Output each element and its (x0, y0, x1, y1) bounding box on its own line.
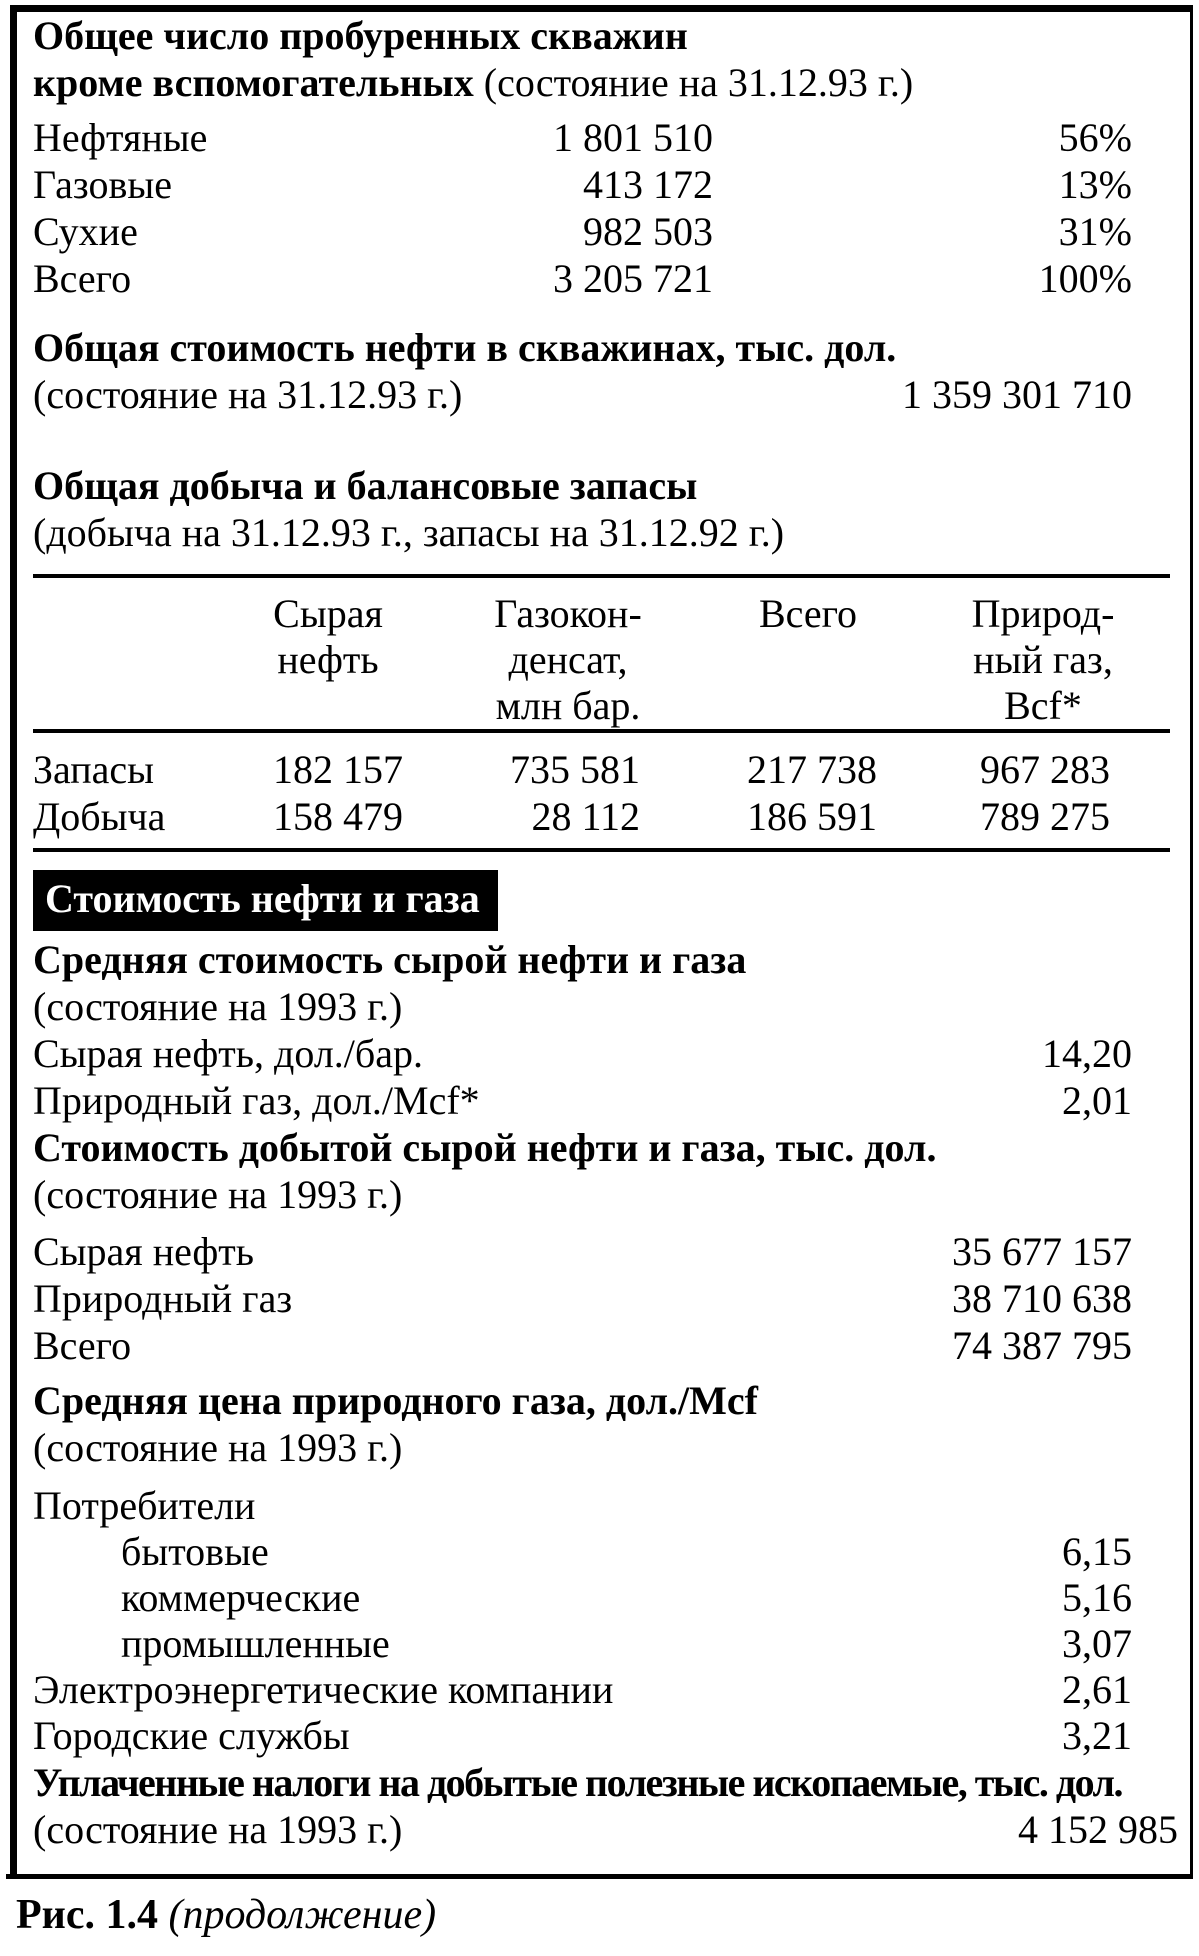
row-value: 3,07 (1062, 1621, 1132, 1666)
inverted-section-banner: Стоимость нефти и газа (33, 870, 498, 931)
table-row (33, 1575, 1132, 1621)
row-share: 31% (1058, 209, 1132, 254)
table-body (33, 746, 1132, 840)
cell-value: 967 283 (980, 747, 1110, 792)
as-of-label: (добыча на 31.12.93 г., запасы на 31.12.92 г.) (33, 510, 785, 555)
row-label: промышленные (121, 1621, 390, 1666)
section-title: Уплаченные налоги на добытые полезные ископаемые, тыс. дол. (33, 1760, 1122, 1805)
cell-value: 28 112 (531, 794, 640, 839)
as-of-label: (состояние на 1993 г.) (33, 1425, 403, 1470)
row-share: 13% (1058, 162, 1132, 207)
row-label: коммерческие (121, 1575, 361, 1620)
production-reserves-section (33, 462, 1132, 852)
column-header: Газокон- денсат, млн бар. (494, 591, 642, 728)
row-label: Всего (33, 256, 132, 301)
cell-value: 217 738 (747, 747, 877, 792)
row-value: 6,15 (1062, 1529, 1132, 1574)
cell-value: 158 479 (273, 794, 403, 839)
section-title: Стоимость добытой сырой нефти и газа, тыс. дол. (33, 1125, 937, 1170)
row-value: 74 387 795 (952, 1323, 1132, 1368)
row-count: 413 172 (583, 162, 713, 207)
cell-value: 182 157 (273, 747, 403, 792)
table-header-row (33, 591, 1132, 729)
figure-label: Рис. 1.4 (16, 1892, 158, 1938)
wells-title-line2 (33, 59, 1132, 106)
row-value: 4 152 985 (1018, 1807, 1178, 1852)
row-count: 1 801 510 (553, 115, 713, 160)
table-row (33, 1713, 1132, 1759)
column-header: Природ- ный газ, Bcf* (971, 591, 1115, 728)
row-label: Природный газ, дол./Mcf* (33, 1078, 480, 1123)
wells-section (33, 12, 1132, 302)
section-title: Общая стоимость нефти в скважинах, тыс. дол. (33, 325, 897, 370)
row-label: Добыча (33, 794, 166, 839)
gas-price-section (33, 1377, 1132, 1759)
section-title: Средняя стоимость сырой нефти и газа (33, 937, 747, 982)
as-of-label: (состояние на 31.12.93 г.) (33, 372, 463, 417)
table-row (33, 1529, 1132, 1575)
row-value: 2,61 (1062, 1667, 1132, 1712)
row-value: 2,01 (1062, 1078, 1132, 1123)
table-row (33, 114, 1132, 161)
produced-value-section (33, 1124, 1132, 1369)
table-body (33, 1228, 1132, 1369)
table-row (33, 161, 1132, 208)
row-count: 982 503 (583, 209, 713, 254)
table-row (33, 1621, 1132, 1667)
row-label: Сухие (33, 209, 138, 254)
table-row (33, 1077, 1132, 1124)
row-label: Запасы (33, 747, 155, 792)
row-value: 35 677 157 (952, 1229, 1132, 1274)
table-row (33, 1667, 1132, 1713)
wells-title-line1: Общее число пробуренных скважин (33, 13, 688, 58)
table-row (33, 1322, 1132, 1369)
row-label: бытовые (121, 1529, 269, 1574)
value-row (33, 1806, 1178, 1853)
row-label: Всего (33, 1323, 132, 1368)
table-row (33, 255, 1132, 302)
row-value: 5,16 (1062, 1575, 1132, 1620)
row-value: 3,21 (1062, 1713, 1132, 1758)
table-row (33, 793, 1132, 840)
as-of-label: (состояние на 1993 г.) (33, 1172, 403, 1217)
box-bottom-rule (6, 1874, 1193, 1879)
column-header: Всего (758, 591, 858, 636)
section-title: Средняя цена природного газа, дол./Mcf (33, 1378, 758, 1423)
row-label: Газовые (33, 162, 172, 207)
cell-value: 186 591 (747, 794, 877, 839)
table-row (33, 208, 1132, 255)
statistics-box (10, 5, 1193, 1874)
column-header: Сырая нефть (273, 591, 383, 682)
row-label: Сырая нефть, дол./бар. (33, 1031, 423, 1076)
row-label: Сырая нефть (33, 1229, 254, 1274)
row-share: 100% (1038, 256, 1132, 301)
table-row (33, 1030, 1132, 1077)
figure-note: (продолжение) (158, 1892, 437, 1938)
section-title: Общая добыча и балансовые запасы (33, 463, 698, 508)
horizontal-rule (33, 729, 1170, 733)
taxes-section (33, 1759, 1178, 1853)
row-label: Природный газ (33, 1276, 293, 1321)
row-value: 1 359 301 710 (902, 372, 1132, 417)
as-of-label: (состояние на 1993 г.) (33, 984, 403, 1029)
cell-value: 735 581 (510, 747, 640, 792)
row-value: 38 710 638 (952, 1276, 1132, 1321)
row-label: Нефтяные (33, 115, 208, 160)
value-row (33, 371, 1132, 418)
row-value: 14,20 (1042, 1031, 1132, 1076)
row-count: 3 205 721 (553, 256, 713, 301)
wells-title-line2-bold: кроме вспомогательных (33, 60, 474, 105)
wells-title-line2-asof: (состояние на 31.12.93 г.) (473, 60, 914, 105)
group-label: Потребители (33, 1483, 256, 1528)
figure-caption (16, 1892, 436, 1939)
wells-table (33, 114, 1132, 302)
cell-value: 789 275 (980, 794, 1110, 839)
row-label: Городские службы (33, 1713, 350, 1758)
row-label: Электроэнергетические компании (33, 1667, 614, 1712)
row-share: 56% (1058, 115, 1132, 160)
table-row (33, 746, 1132, 793)
table-row (33, 1228, 1132, 1275)
horizontal-rule (33, 848, 1170, 852)
table-row (33, 1275, 1132, 1322)
well-oil-value-section (33, 324, 1132, 418)
avg-cost-section (33, 936, 1132, 1124)
table-body (33, 1483, 1132, 1759)
horizontal-rule (33, 574, 1170, 578)
as-of-label: (состояние на 1993 г.) (33, 1807, 403, 1852)
